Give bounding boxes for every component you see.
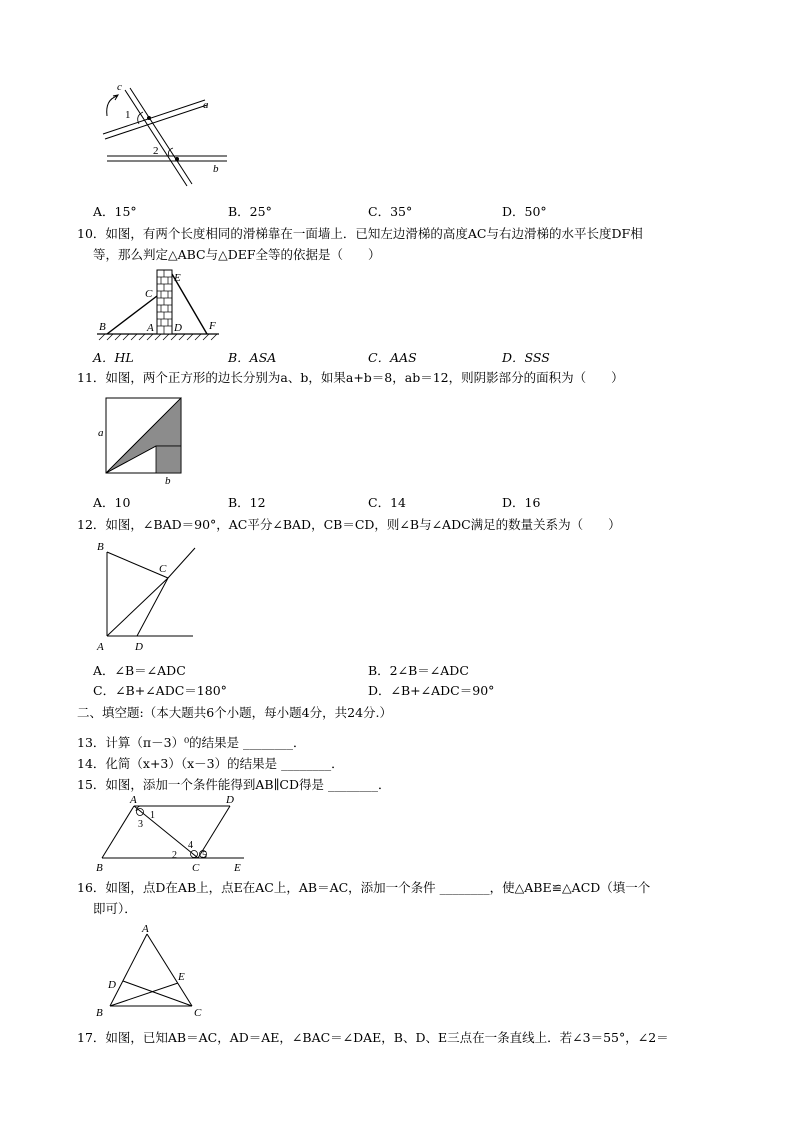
- q10-option-c: C．AAS: [368, 350, 417, 365]
- q10-label-c: C: [145, 288, 153, 300]
- q15-label-c: C: [192, 862, 200, 874]
- q10-text-line1: 10．如图，有两个长度相同的滑梯靠在一面墙上．已知左边滑梯的高度AC与右边滑梯的水平长度DF相: [77, 226, 643, 241]
- q15-label-5: 5: [202, 850, 207, 861]
- q16-text-line2: 即可）．: [93, 901, 137, 916]
- q11-label-b: b: [165, 475, 171, 487]
- q12-text-line1: 12．如图，∠BAD＝90°，AC平分∠BAD，CB＝CD，则∠B与∠ADC满足的数量关系为（ ）: [77, 517, 621, 532]
- q11-figure: [95, 394, 195, 486]
- q9-label-c: c: [117, 81, 122, 93]
- q10-option-a: A．HL: [93, 350, 134, 365]
- q15-label-b: B: [96, 862, 103, 874]
- q16-text-line1: 16．如图，点D在AB上，点E在AC上，AB＝AC，添加一个条件 ________，使△ABE≌△ACD（填一个: [77, 880, 651, 895]
- q10-figure: [95, 266, 225, 346]
- q16-figure: [92, 920, 212, 1020]
- q9-label-b: b: [213, 163, 219, 175]
- q11-option-c: C．14: [368, 495, 406, 510]
- q11-label-a: a: [98, 427, 104, 439]
- q10-label-f: F: [209, 320, 216, 332]
- q11-text-line1: 11．如图，两个正方形的边长分别为a、b，如果a+b＝8，ab＝12，则阴影部分的面积为（ ）: [77, 370, 624, 385]
- q16-label-c: C: [194, 1007, 202, 1019]
- q14-text: 14．化简（x+3）（x－3）的结果是 ________．: [77, 756, 344, 771]
- q10-label-b: B: [99, 321, 106, 333]
- q17-text-line1: 17．如图，已知AB＝AC，AD＝AE，∠BAC＝∠DAE，B、D、E三点在一条直线上．若∠3＝55°，∠2＝: [77, 1030, 669, 1045]
- q9-option-c: C．35°: [368, 204, 413, 219]
- q12-label-b: B: [97, 541, 104, 553]
- q16-label-e: E: [178, 971, 185, 983]
- q9-option-b: B．25°: [228, 204, 272, 219]
- q11-option-b: B．12: [228, 495, 266, 510]
- q15-label-1: 1: [150, 810, 155, 821]
- q10-option-b: B．ASA: [228, 350, 277, 365]
- q10-label-a: A: [147, 322, 154, 334]
- q10-option-d: D．SSS: [502, 350, 550, 365]
- q16-label-b: B: [96, 1007, 103, 1019]
- q12-label-d: D: [135, 641, 143, 653]
- q15-label-a: A: [130, 794, 137, 806]
- section2-heading: 二、填空题:（本大题共6个小题，每小题4分，共24分.）: [77, 705, 392, 720]
- q9-label-1: 1: [125, 109, 131, 121]
- q15-figure: [92, 794, 252, 876]
- q16-label-d: D: [108, 979, 116, 991]
- q10-text-line2: 等，那么判定△ABC与△DEF全等的依据是（ ）: [93, 247, 381, 262]
- q12-option-b: B．2∠B＝∠ADC: [368, 663, 469, 678]
- q15-label-e: E: [234, 862, 241, 874]
- q15-label-3: 3: [138, 819, 143, 830]
- q9-label-a: a: [203, 99, 209, 111]
- q12-option-a: A．∠B＝∠ADC: [93, 663, 186, 678]
- q10-label-d: D: [174, 322, 182, 334]
- q12-option-d: D．∠B+∠ADC＝90°: [368, 683, 495, 698]
- q11-option-d: D．16: [502, 495, 541, 510]
- q15-label-d: D: [226, 794, 234, 806]
- q13-text: 13．计算（π－3）⁰的结果是 ________．: [77, 735, 306, 750]
- q9-option-d: D．50°: [502, 204, 547, 219]
- q9-figure: [95, 78, 245, 188]
- q12-option-c: C．∠B+∠ADC＝180°: [93, 683, 227, 698]
- q9-label-2: 2: [153, 145, 159, 157]
- q12-figure: [93, 538, 203, 656]
- q12-label-a: A: [97, 641, 104, 653]
- q15-text: 15．如图，添加一个条件能得到AB∥CD得是 ________．: [77, 777, 391, 792]
- q15-label-4: 4: [188, 840, 193, 851]
- q10-label-e: E: [174, 272, 181, 284]
- q9-option-a: A．15°: [93, 204, 137, 219]
- q16-label-a: A: [142, 923, 149, 935]
- q15-label-2: 2: [172, 850, 177, 861]
- q11-option-a: A．10: [93, 495, 131, 510]
- q12-label-c: C: [159, 563, 167, 575]
